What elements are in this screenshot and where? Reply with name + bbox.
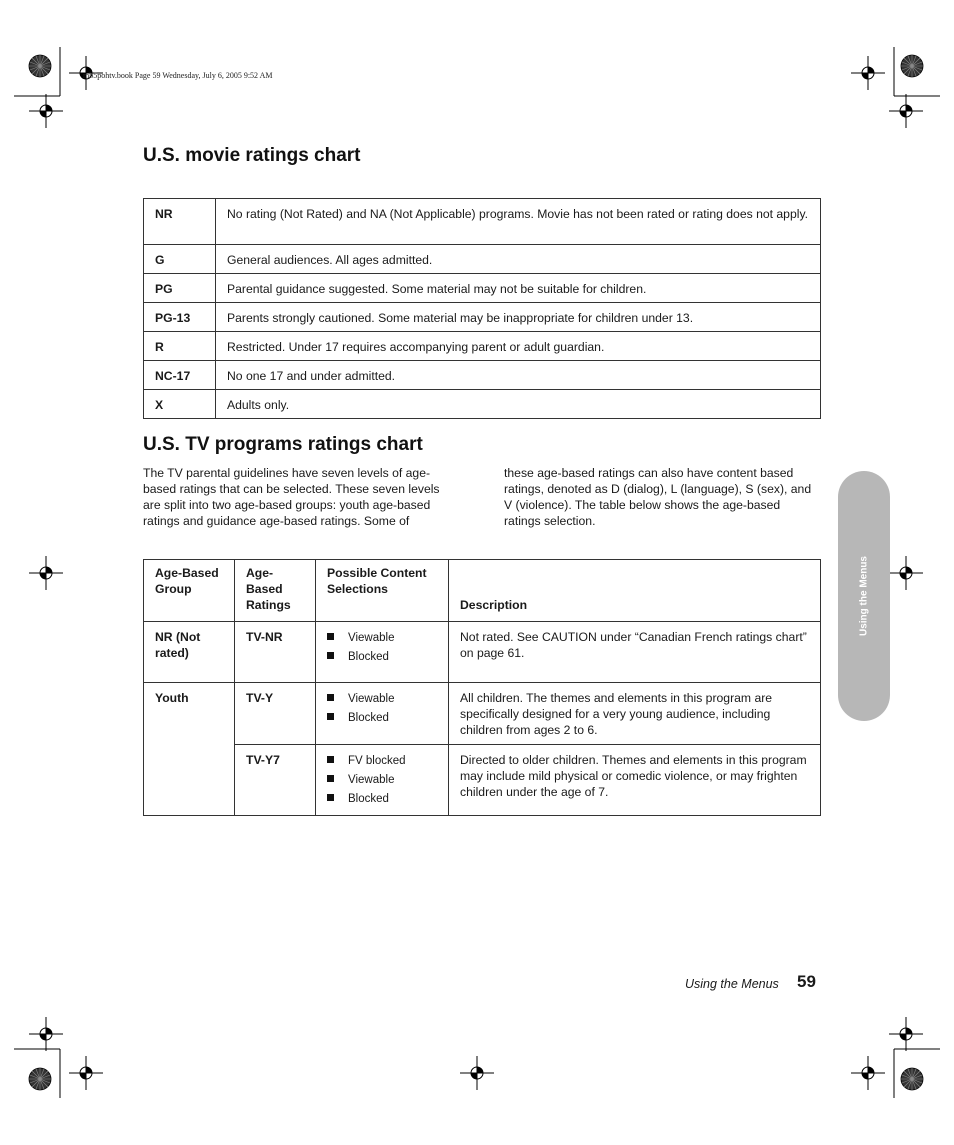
selections-cell	[316, 622, 449, 683]
selection-label: Viewable	[348, 632, 395, 644]
tv-ratings-heading: U.S. TV programs ratings chart	[143, 434, 423, 455]
square-bullet-icon	[327, 756, 334, 763]
header-content-selections: Possible Content Selections	[316, 560, 449, 622]
table-row	[144, 332, 821, 361]
print-slug: mb5pohtv.book Page 59 Wednesday, July 6, 2005 9:52 AM	[83, 71, 273, 80]
list-item	[327, 790, 437, 809]
rating-description: Parents strongly cautioned. Some material may be inappropriate for children under 13.	[216, 303, 821, 332]
header-description: Description	[449, 560, 821, 622]
list-item	[327, 709, 437, 728]
description-cell: Not rated. See CAUTION under “Canadian French ratings chart” on page 61.	[449, 622, 821, 683]
square-bullet-icon	[327, 694, 334, 701]
rating-description: No one 17 and under admitted.	[216, 361, 821, 390]
selection-label: Viewable	[348, 693, 395, 705]
selection-label: FV blocked	[348, 755, 406, 767]
square-bullet-icon	[327, 652, 334, 659]
list-item	[327, 648, 437, 667]
intro-paragraph-col2: these age-based ratings can also have content based ratings, denoted as D (dialog), L (language), S (sex), and V (violence). The table below shows the age-based ratings selection.	[504, 466, 812, 528]
list-item	[327, 752, 437, 771]
table-row	[144, 745, 821, 816]
header-age-based-group: Age-Based Group	[144, 560, 235, 622]
rating-description: Adults only.	[216, 390, 821, 419]
rating-code: G	[144, 245, 216, 274]
rating-code: R	[144, 332, 216, 361]
movie-ratings-heading: U.S. movie ratings chart	[143, 145, 361, 166]
table-row	[144, 274, 821, 303]
chapter-side-tab	[838, 471, 890, 721]
rating-description: No rating (Not Rated) and NA (Not Applicable) programs. Movie has not been rated or rating does not apply.	[216, 199, 821, 245]
rating-code: NC-17	[144, 361, 216, 390]
square-bullet-icon	[327, 713, 334, 720]
group-cell: NR (Not rated)	[144, 622, 235, 683]
rating-description: Parental guidance suggested. Some material may not be suitable for children.	[216, 274, 821, 303]
table-row	[144, 390, 821, 419]
selection-label: Blocked	[348, 651, 389, 663]
rating-cell: TV-Y	[235, 683, 316, 745]
selections-cell	[316, 745, 449, 816]
tv-ratings-table	[143, 559, 821, 816]
list-item	[327, 771, 437, 790]
table-header-row	[144, 560, 821, 622]
footer-chapter-label: Using the Menus	[685, 977, 779, 991]
header-age-based-ratings: Age-Based Ratings	[235, 560, 316, 622]
square-bullet-icon	[327, 775, 334, 782]
group-cell: Youth	[144, 683, 235, 816]
table-row	[144, 303, 821, 332]
rating-code: X	[144, 390, 216, 419]
rating-cell: TV-NR	[235, 622, 316, 683]
chapter-tab-label: Using the Menus	[858, 555, 870, 637]
selections-cell	[316, 683, 449, 745]
square-bullet-icon	[327, 794, 334, 801]
table-row	[144, 683, 821, 745]
rating-description: Restricted. Under 17 requires accompanying parent or adult guardian.	[216, 332, 821, 361]
movie-ratings-table	[143, 198, 821, 419]
description-cell: All children. The themes and elements in this program are specifically designed for a very young audience, including children from ages 2 to 6.	[449, 683, 821, 745]
intro-paragraph-col1: The TV parental guidelines have seven levels of age-based ratings that can be selected. These seven levels are split into two age-based groups: youth age-based ratings and guidance age-based ratings. Some of	[143, 466, 440, 528]
page-number: 59	[797, 972, 816, 991]
selection-label: Viewable	[348, 774, 395, 786]
table-row	[144, 199, 821, 245]
selection-label: Blocked	[348, 793, 389, 805]
list-item	[327, 690, 437, 709]
rating-description: General audiences. All ages admitted.	[216, 245, 821, 274]
rating-code: PG	[144, 274, 216, 303]
description-cell: Directed to older children. Themes and elements in this program may include mild physical or comedic violence, or may frighten children under the age of 7.	[449, 745, 821, 816]
selections-list	[327, 690, 437, 728]
rating-cell: TV-Y7	[235, 745, 316, 816]
table-row	[144, 622, 821, 683]
rating-code: PG-13	[144, 303, 216, 332]
table-row	[144, 245, 821, 274]
table-row	[144, 361, 821, 390]
square-bullet-icon	[327, 633, 334, 640]
selections-list	[327, 629, 437, 667]
selections-list	[327, 752, 437, 809]
selection-label: Blocked	[348, 712, 389, 724]
rating-code: NR	[144, 199, 216, 245]
list-item	[327, 629, 437, 648]
